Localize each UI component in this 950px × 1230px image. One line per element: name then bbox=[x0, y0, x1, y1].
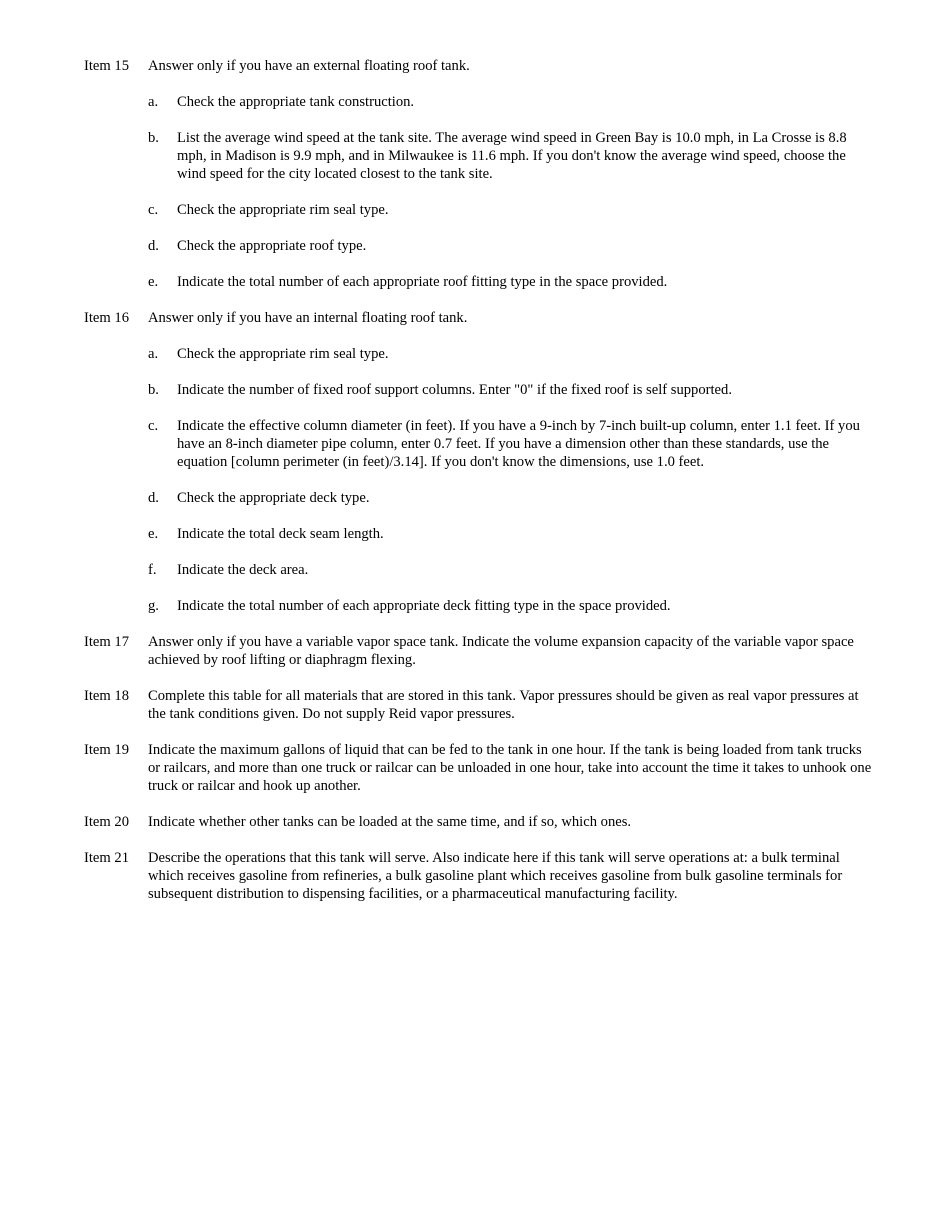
item-text: Answer only if you have a variable vapor space tank. Indicate the volume expansion capacity of the variable vapor space achieved by roof lifting or diaphragm flexing. bbox=[148, 634, 854, 668]
item-18 bbox=[84, 687, 874, 723]
item-label: Item 17 bbox=[84, 634, 129, 650]
instructions-document bbox=[84, 57, 874, 921]
sub-text: Indicate the total number of each appropriate roof fitting type in the space provided. bbox=[177, 274, 668, 290]
sub-text: Check the appropriate tank construction. bbox=[177, 94, 415, 110]
item-21 bbox=[84, 849, 874, 903]
sub-letter: a. bbox=[148, 346, 159, 362]
item-19 bbox=[84, 741, 874, 795]
item-16-sub-c bbox=[148, 417, 874, 471]
item-15-sub-c bbox=[148, 201, 874, 219]
item-text: Indicate whether other tanks can be loaded at the same time, and if so, which ones. bbox=[148, 814, 632, 830]
item-label: Item 19 bbox=[84, 742, 129, 758]
sub-text: Indicate the total deck seam length. bbox=[177, 526, 384, 542]
sub-letter: d. bbox=[148, 238, 159, 254]
item-label: Item 18 bbox=[84, 688, 129, 704]
item-label: Item 16 bbox=[84, 310, 129, 326]
item-16-sub-e bbox=[148, 525, 874, 543]
item-text: Indicate the maximum gallons of liquid that can be fed to the tank in one hour. If the tank is being loaded from tank trucks or railcars, and more than one truck or railcar can be unloaded in one hour, take into account the time it takes to unhook one truck or railcar and hook up another. bbox=[148, 742, 872, 794]
sub-text: Indicate the effective column diameter (in feet). If you have a 9-inch by 7-inch built-up column, enter 1.1 feet. If you have an 8-inch diameter pipe column, enter 0.7 feet. If you have a dimension other than these standards, use the equation [column perimeter (in feet)/3.14]. If you don't know the dimensions, use 1.0 feet. bbox=[177, 418, 860, 470]
item-text: Answer only if you have an external floating roof tank. bbox=[148, 58, 470, 74]
item-15-sub-d bbox=[148, 237, 874, 255]
sub-letter: e. bbox=[148, 526, 159, 542]
item-15 bbox=[84, 57, 874, 75]
sub-text: Check the appropriate rim seal type. bbox=[177, 202, 389, 218]
item-16-sub-a bbox=[148, 345, 874, 363]
sub-text: Indicate the number of fixed roof support columns. Enter "0" if the fixed roof is self supported. bbox=[177, 382, 732, 398]
sub-letter: c. bbox=[148, 202, 159, 218]
sub-text: Indicate the total number of each appropriate deck fitting type in the space provided. bbox=[177, 598, 671, 614]
sub-letter: a. bbox=[148, 94, 159, 110]
item-20 bbox=[84, 813, 874, 831]
item-text: Describe the operations that this tank will serve. Also indicate here if this tank will serve operations at: a bulk terminal which receives gasoline from refineries, a bulk gasoline plant which receives gasoline from bulk gasoline terminals for subsequent distribution to dispensing facilities, or a pharmaceutical manufacturing facility. bbox=[148, 850, 843, 902]
sub-letter: f. bbox=[148, 562, 157, 578]
item-16-sub-b bbox=[148, 381, 874, 399]
sub-text: Check the appropriate deck type. bbox=[177, 490, 370, 506]
sub-text: Check the appropriate roof type. bbox=[177, 238, 367, 254]
item-15-sub-a bbox=[148, 93, 874, 111]
sub-text: Indicate the deck area. bbox=[177, 562, 309, 578]
item-label: Item 20 bbox=[84, 814, 129, 830]
sub-text: Check the appropriate rim seal type. bbox=[177, 346, 389, 362]
item-label: Item 15 bbox=[84, 58, 129, 74]
sub-letter: e. bbox=[148, 274, 159, 290]
item-text: Answer only if you have an internal floating roof tank. bbox=[148, 310, 468, 326]
sub-letter: b. bbox=[148, 382, 159, 398]
item-16-sub-f bbox=[148, 561, 874, 579]
item-15-sub-e bbox=[148, 273, 874, 291]
item-text: Complete this table for all materials that are stored in this tank. Vapor pressures should be given as real vapor pressures at the tank conditions given. Do not supply Reid vapor pressures. bbox=[148, 688, 859, 722]
item-label: Item 21 bbox=[84, 850, 129, 866]
sub-text: List the average wind speed at the tank site. The average wind speed in Green Bay is 10.0 mph, in La Crosse is 8.8 mph, in Madison is 9.9 mph, and in Milwaukee is 11.6 mph. If you don't know the average wind speed, choose the wind speed for the city located closest to the tank site. bbox=[177, 130, 847, 182]
sub-letter: c. bbox=[148, 418, 159, 434]
item-16-sub-g bbox=[148, 597, 874, 615]
sub-letter: d. bbox=[148, 490, 159, 506]
sub-letter: b. bbox=[148, 130, 159, 146]
sub-letter: g. bbox=[148, 598, 159, 614]
item-15-sub-b bbox=[148, 129, 874, 183]
item-17 bbox=[84, 633, 874, 669]
item-16-sub-d bbox=[148, 489, 874, 507]
item-16 bbox=[84, 309, 874, 327]
